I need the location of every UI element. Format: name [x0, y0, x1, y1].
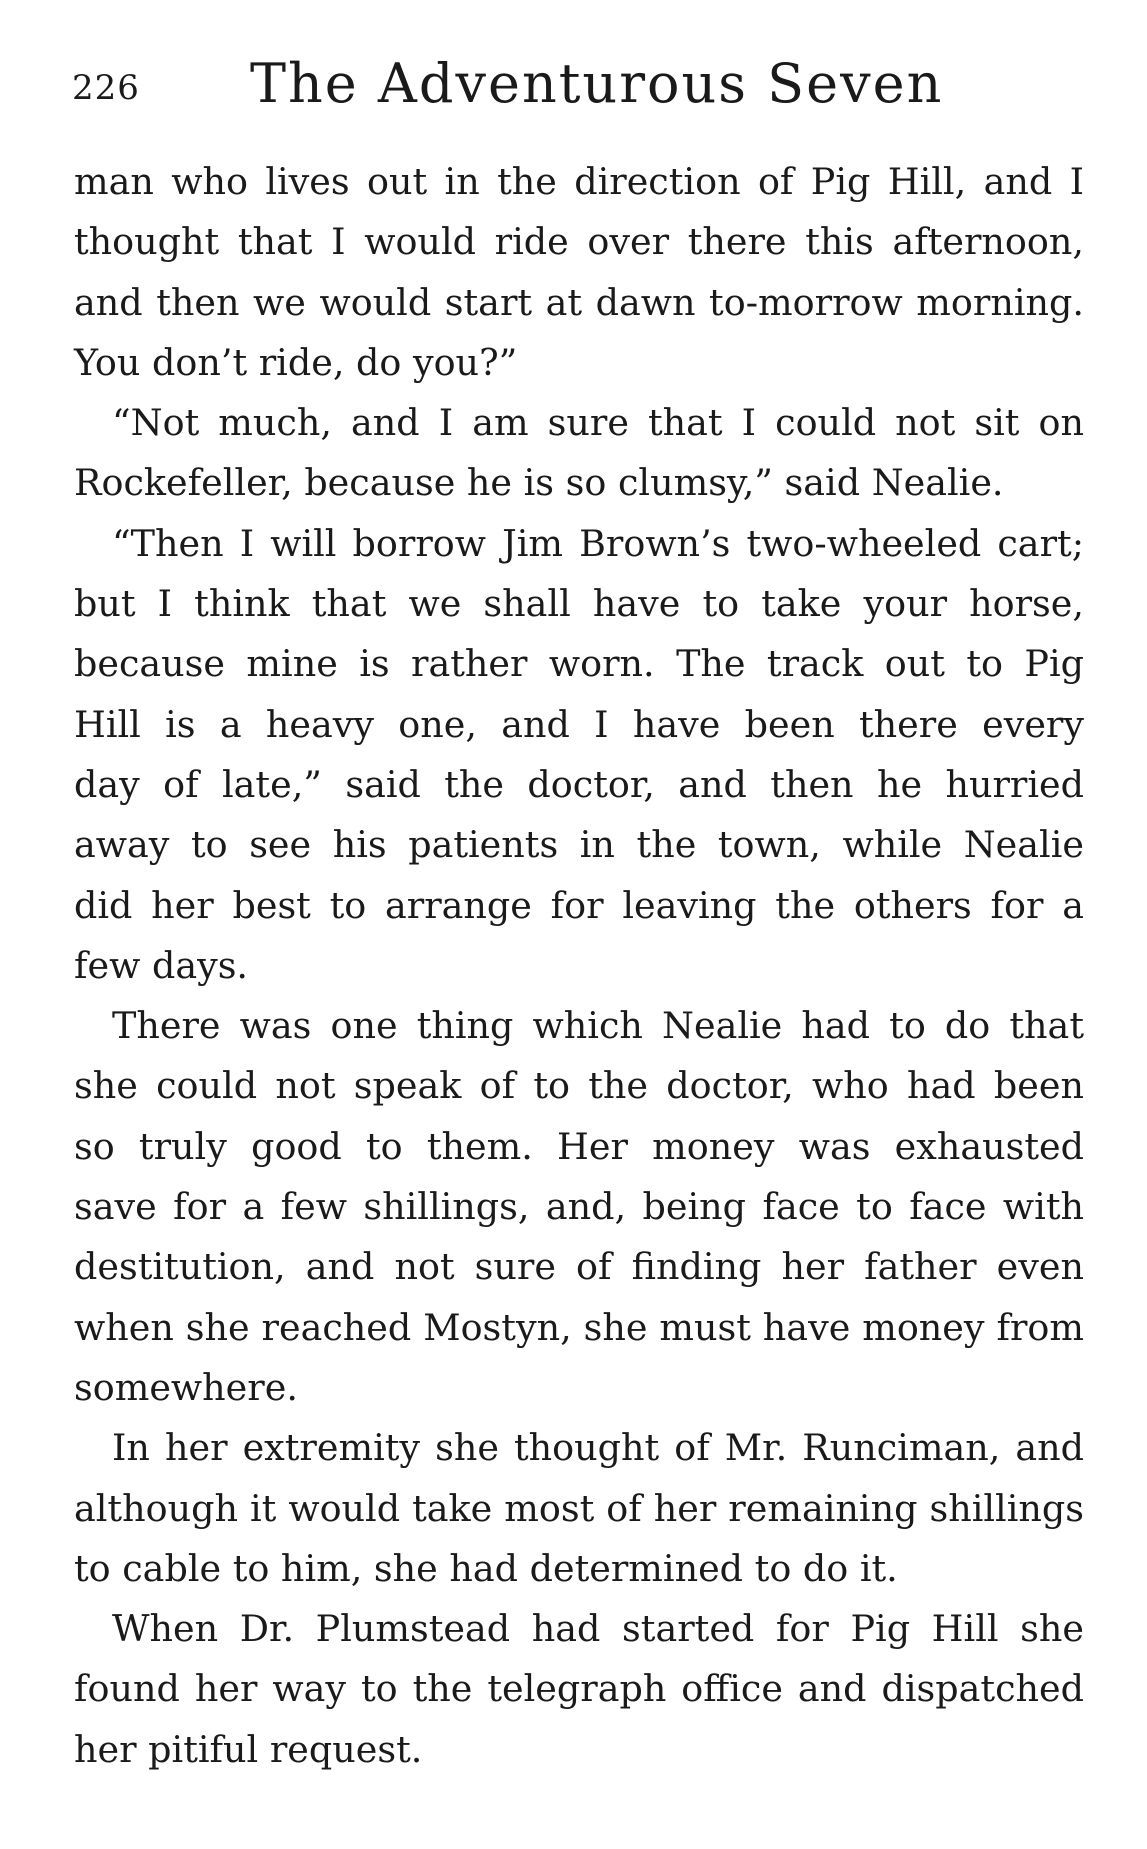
paragraph	[74, 514, 1084, 996]
page-number: 226	[72, 68, 140, 108]
text-line: Hill is a heavy one, and I have been there every	[74, 702, 1084, 746]
text-line: and then we would start at dawn to-morrow morning.	[74, 280, 1084, 324]
running-title: The Adventurous Seven	[250, 52, 944, 115]
text-line: You don’t ride, do you?”	[74, 340, 518, 384]
text-line: found her way to the telegraph office and dispatched	[74, 1667, 1084, 1711]
text-line: although it would take most of her remaining shillings	[74, 1486, 1084, 1530]
text-line: few days.	[74, 943, 249, 987]
text-line: In her extremity she thought of Mr. Runciman, and	[112, 1426, 1084, 1470]
text-line: Rockefeller, because he is so clumsy,” said Nealie.	[74, 461, 1004, 505]
text-line: There was one thing which Nealie had to do that	[112, 1004, 1084, 1048]
text-line: When Dr. Plumstead had started for Pig Hill she	[112, 1607, 1084, 1651]
text-line: did her best to arrange for leaving the others for a	[74, 883, 1084, 927]
body-text	[74, 152, 1084, 1780]
text-line: “Then I will borrow Jim Brown’s two-wheeled cart;	[112, 521, 1084, 565]
text-line: she could not speak of to the doctor, who had been	[74, 1064, 1084, 1108]
text-line: destitution, and not sure of finding her father even	[74, 1245, 1084, 1289]
text-line: but I think that we shall have to take your horse,	[74, 582, 1084, 626]
text-line: day of late,” said the doctor, and then he hurried	[74, 762, 1084, 806]
text-line: when she reached Mostyn, she must have money from	[74, 1305, 1084, 1349]
paragraph	[74, 152, 1084, 393]
text-line: save for a few shillings, and, being face to face with	[74, 1185, 1084, 1229]
text-line: somewhere.	[74, 1365, 298, 1409]
text-line: man who lives out in the direction of Pig Hill, and I	[74, 160, 1084, 203]
text-line: “Not much, and I am sure that I could not sit on	[112, 401, 1084, 445]
text-line: thought that I would ride over there this afternoon,	[74, 220, 1084, 264]
text-line: her pitiful request.	[74, 1727, 423, 1771]
text-line: away to see his patients in the town, while Nealie	[74, 823, 1084, 867]
text-line: because mine is rather worn. The track out to Pig	[74, 642, 1084, 686]
paragraph	[74, 1418, 1084, 1599]
text-line: to cable to him, she had determined to do it.	[74, 1546, 898, 1590]
paragraph	[74, 996, 1084, 1418]
paragraph	[74, 393, 1084, 514]
page-header	[0, 52, 1147, 122]
paragraph	[74, 1599, 1084, 1780]
text-line: so truly good to them. Her money was exhausted	[74, 1124, 1084, 1168]
